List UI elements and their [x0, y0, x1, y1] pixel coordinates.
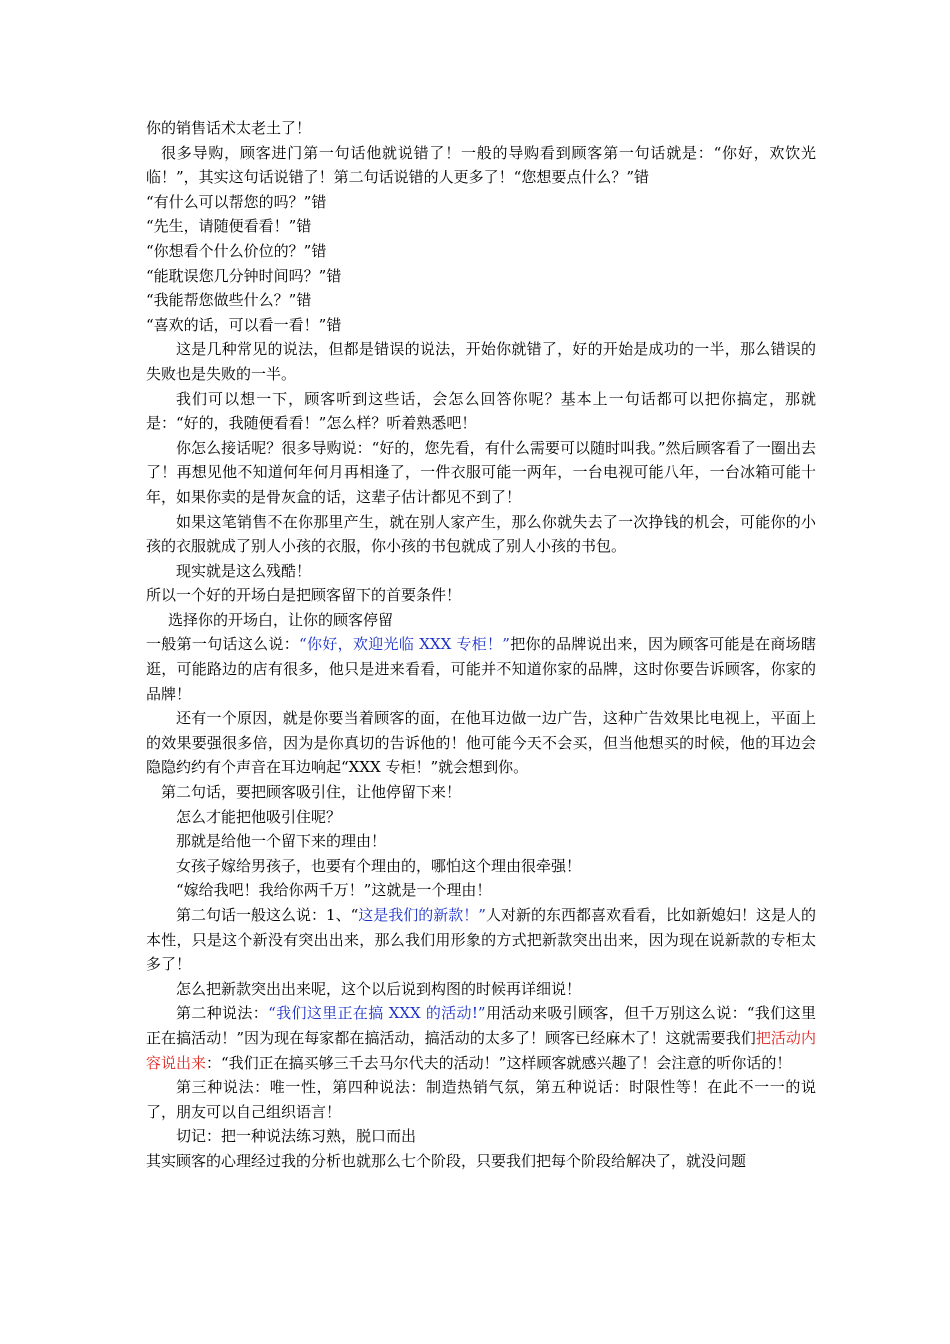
highlighted-phrase: “我们这里正在搞 XXX 的活动!” [268, 1004, 486, 1023]
paragraph: 切记：把一种说法练习熟，脱口而出 [176, 1127, 417, 1146]
paragraph [146, 632, 816, 706]
paragraph: 怎么把新款突出出来呢，这个以后说到构图的时候再详细说！ [176, 979, 582, 998]
paragraph [146, 903, 816, 977]
wrong-line-1: “有什么可以帮您的吗？”错 [146, 192, 327, 211]
paragraph: 其实顾客的心理经过我的分析也就那么七个阶段，只要我们把每个阶段给解决了，就没问题 [146, 1151, 747, 1170]
text-run: 把你的品牌说出来，因为顾客可能是在商场瞎逛，可能路边的店有很多，他只是进来看看，可能并不知道你家的品牌，这时你要告诉顾客，你家的品牌！ [146, 635, 816, 703]
text-run: ：“我们正在搞买够三千去马尔代夫的活动！”这样顾客就感兴趣了！会注意的听你话的！ [206, 1053, 792, 1072]
section-heading: 选择你的开场白，让你的顾客停留 [168, 610, 394, 629]
text-run: 第二句话一般这么说：1、“ [176, 906, 359, 924]
text-run: 第二种说法： [176, 1004, 269, 1023]
wrong-line-4: “能耽误您几分钟时间吗？”错 [146, 266, 342, 285]
document-title: 你的销售话术太老土了！ [146, 119, 312, 137]
wrong-line-5: “我能帮您做些什么？”错 [146, 291, 312, 310]
paragraph: 所以一个好的开场白是把顾客留下的首要条件！ [146, 586, 462, 605]
paragraph: 很多导购，顾客进门第一句话他就说错了！一般的导购看到顾客第一句话就是：“你好，欢饮光临！”，其实这句话说错了！第二句话说错的人更多了！“您想要点什么？”错 [146, 143, 816, 187]
highlighted-phrase: “你好，欢迎光临 XXX 专柜！” [299, 635, 510, 654]
paragraph: 现实就是这么残酷！ [176, 561, 312, 580]
paragraph: 第二句话，要把顾客吸引住，让他停留下来！ [161, 783, 462, 802]
text-run: 用活动来吸引顾客，但千万别这么说：“我们这里正在搞活动！”因为现在每家都在搞活动，搞活动的太多了！顾客已经麻木了！这就需要我们 [146, 1004, 816, 1047]
paragraph: 这是几种常见的说法，但都是错误的说法，开始你就错了，好的开始是成功的一半，那么错误的失败也是失败的一半。 [146, 340, 816, 383]
wrong-line-3: “你想看个什么价位的？”错 [146, 241, 327, 260]
highlighted-phrase-red: 把活动内容说出来 [146, 1028, 816, 1072]
paragraph: 还有一个原因，就是你要当着顾客的面，在他耳边做一边广告，这种广告效果比电视上，平面上的效果要强很多倍，因为是你真切的告诉他的！他可能今天不会买，但当他想买的时候，他的耳边会隐隐约约有个声音在耳边响起“XXX 专柜！”就会想到你。 [146, 709, 816, 777]
wrong-line-6: “喜欢的话，可以看一看！”错 [146, 315, 342, 334]
paragraph [146, 1001, 816, 1075]
paragraph: 那就是给他一个留下来的理由！ [176, 832, 387, 851]
highlighted-phrase: 这是我们的新款！” [358, 906, 486, 924]
paragraph: 女孩子嫁给男孩子，也要有个理由的，哪怕这个理由很牵强！ [176, 856, 582, 875]
wrong-line-2: “先生，请随便看看！”错 [146, 217, 312, 236]
paragraph: 你怎么接话呢？很多导购说：“好的，您先看，有什么需要可以随时叫我。”然后顾客看了一圈出去了！再想见他不知道何年何月再相逢了，一件衣服可能一两年，一台电视可能八年，一台冰箱可能十年，如果你卖的是骨灰盒的话，这辈子估计都见不到了！ [146, 438, 816, 506]
paragraph: 我们可以想一下，顾客听到这些话，会怎么回答你呢？基本上一句话都可以把你搞定，那就是：“好的，我随便看看！”怎么样？听着熟悉吧！ [146, 389, 816, 433]
paragraph: 第三种说法：唯一性，第四种说法：制造热销气氛，第五种说话：时限性等！在此不一一的说了，朋友可以自己组织语言！ [146, 1078, 816, 1121]
paragraph: 怎么才能把他吸引住呢？ [176, 807, 342, 826]
document-body [146, 116, 816, 1174]
paragraph: “嫁给我吧！我给你两千万！”这就是一个理由！ [176, 881, 492, 900]
paragraph: 如果这笔销售不在你那里产生，就在别人家产生，那么你就失去了一次挣钱的机会，可能你的小孩的衣服就成了别人小孩的衣服，你小孩的书包就成了别人小孩的书包。 [146, 512, 816, 556]
text-run: 一般第一句话这么说： [146, 635, 300, 654]
text-run: 人对新的东西都喜欢看看，比如新媳妇！这是人的本性，只是这个新没有突出出来，那么我们用形象的方式把新款突出出来，因为现在说新款的专柜太多了！ [146, 906, 817, 974]
